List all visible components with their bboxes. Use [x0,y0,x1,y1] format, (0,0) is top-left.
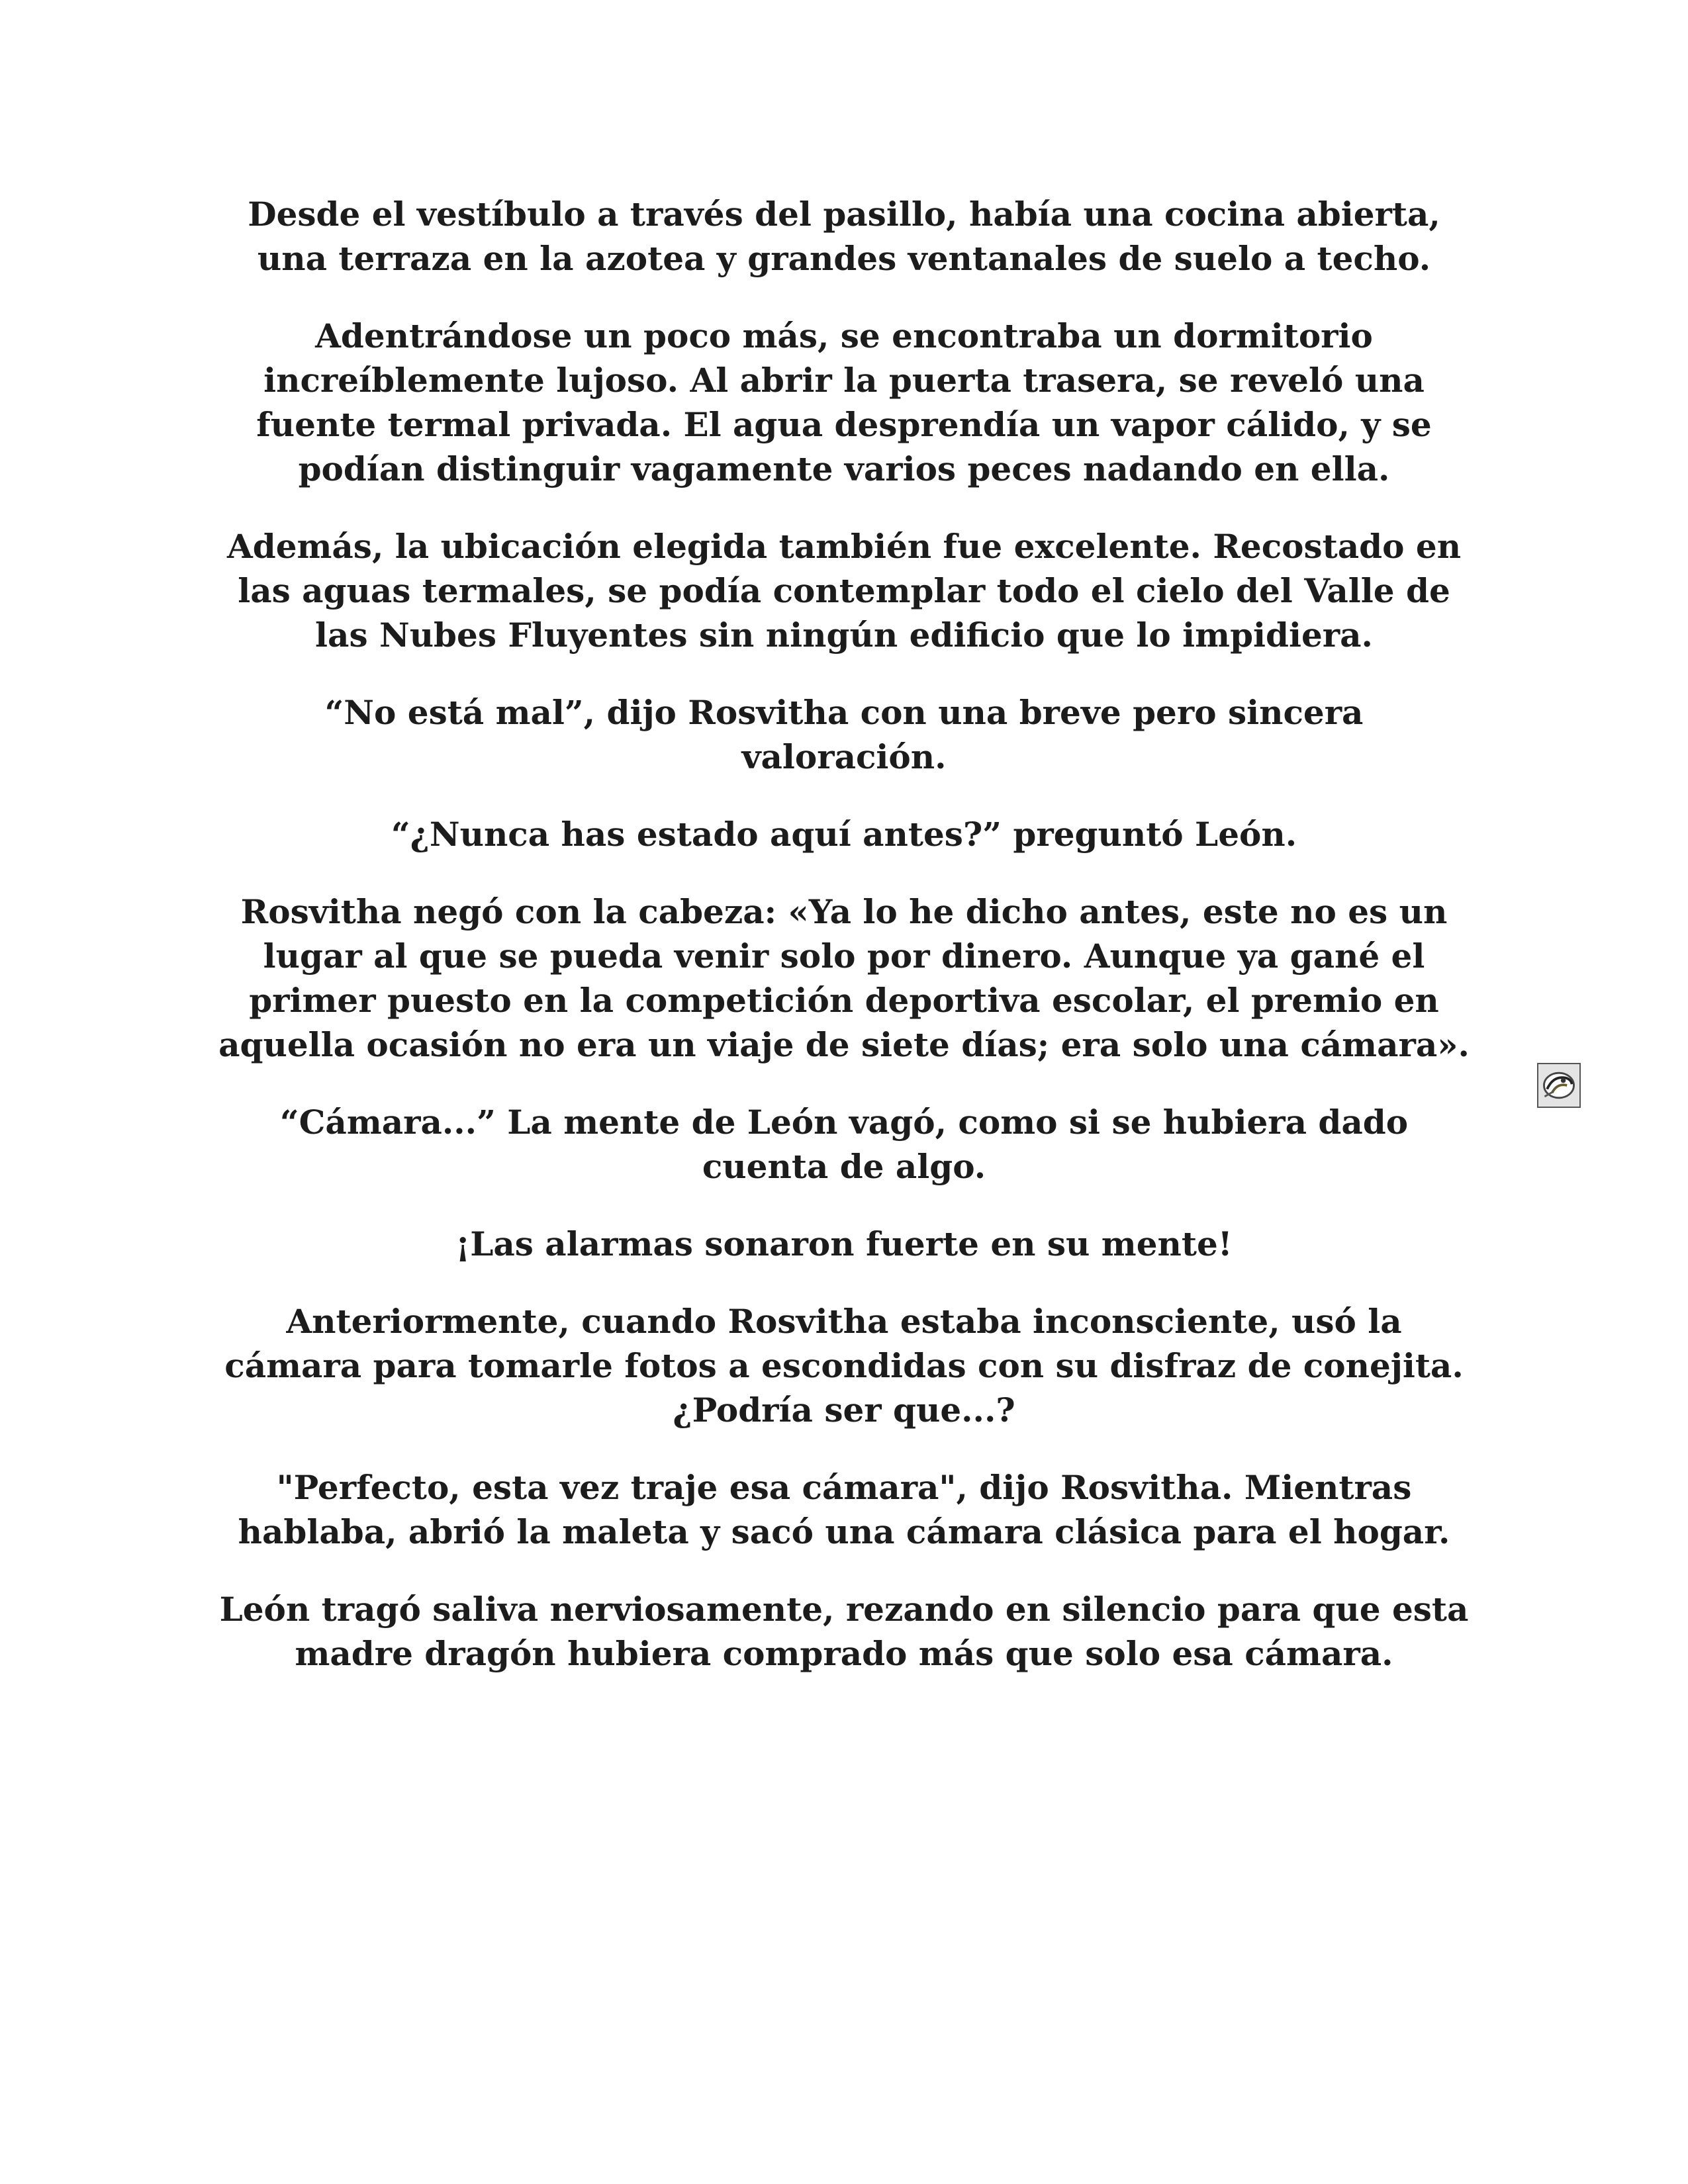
paragraph: Adentrándose un poco más, se encontraba un dormitorio increíblemente lujoso. Al abrir la puerta trasera, se reveló una fuente termal privada. El agua desprendía un vapor cálido, y se podían distinguir vagamente varios peces nadando en ella. [256,316,1432,488]
paragraph: Anteriormente, cuando Rosvitha estaba inconsciente, usó la cámara para tomarle fotos a escondidas con su disfraz de conejita. ¿Podría ser que...? [224,1302,1464,1430]
paragraph: Rosvitha negó con la cabeza: «Ya lo he dicho antes, este no es un lugar al que se pueda venir solo por dinero. Aunque ya gané el primer puesto en la competición deportiva escolar, el premio en aquella ocasión no era un viaje de siete días; era solo una cámara». [218,892,1470,1064]
story-text [218,192,1470,1709]
paragraph: “Cámara...” La mente de León vagó, como si se hubiera dado cuenta de algo. [279,1103,1409,1186]
paragraph: “¿Nunca has estado aquí antes?” preguntó León. [391,815,1297,854]
paragraph: Desde el vestíbulo a través del pasillo, había una cocina abierta, una terraza en la azotea y grandes ventanales de suelo a techo. [248,195,1440,278]
paragraph: “No está mal”, dijo Rosvitha con una breve pero sincera valoración. [324,693,1364,776]
paragraph: ¡Las alarmas sonaron fuerte en su mente! [455,1224,1233,1263]
paragraph: Además, la ubicación elegida también fue excelente. Recostado en las aguas termales, se podía contemplar todo el cielo del Valle de las Nubes Fluyentes sin ningún edificio que lo impidiera. [226,527,1462,655]
paragraph: León tragó saliva nerviosamente, rezando en silencio para que esta madre dragón hubiera comprado más que solo esa cámara. [219,1590,1469,1673]
watermark-emblem-icon [1537,1063,1581,1108]
paragraph: "Perfecto, esta vez traje esa cámara", dijo Rosvitha. Mientras hablaba, abrió la maleta y sacó una cámara clásica para el hogar. [238,1468,1450,1551]
